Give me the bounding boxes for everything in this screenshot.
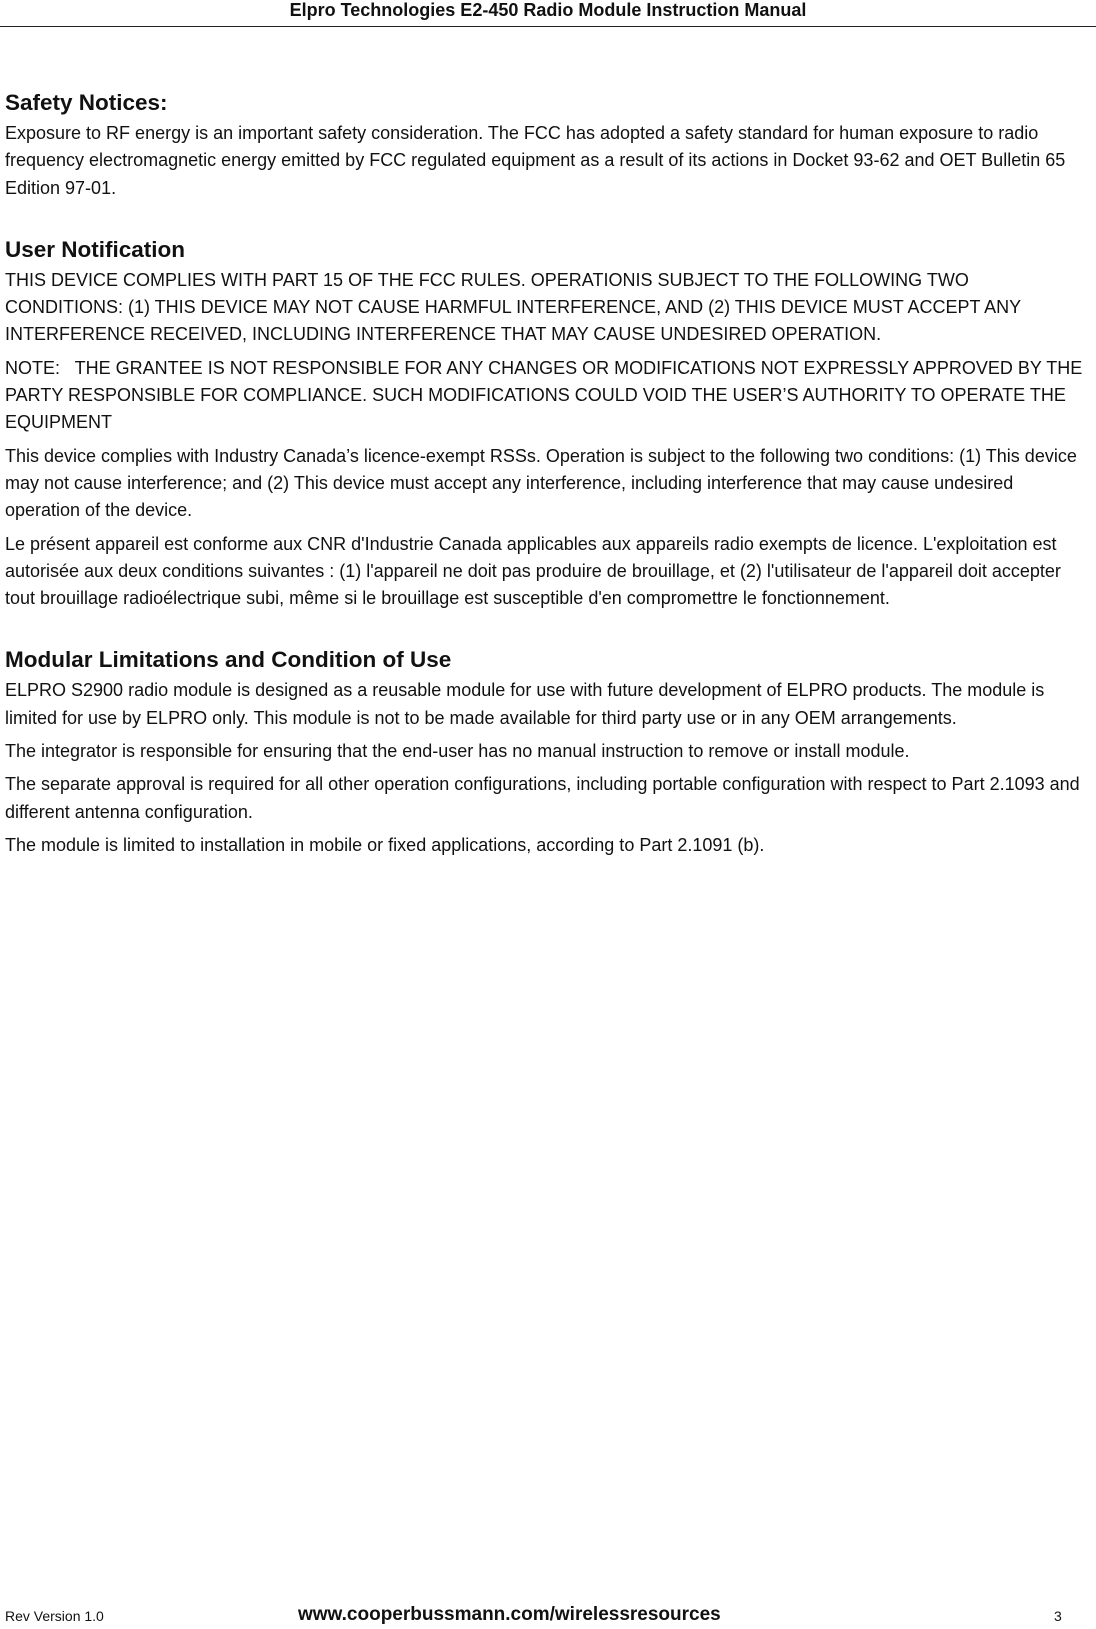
modular-paragraph-1: ELPRO S2900 radio module is designed as a reusable module for use with future development of ELPRO products. The module is limited for use by ELPRO only. This module is not to be made available for third party use or in any OEM arrangements. <box>5 680 1045 728</box>
modular-paragraph-3: The separate approval is required for all other operation configurations, including portable configuration with respect to Part 2.1093 and different antenna configuration. <box>5 774 1080 822</box>
document-body <box>5 88 1091 859</box>
footer-website-link[interactable]: www.cooperbussmann.com/wirelessresources <box>298 1604 721 1625</box>
safety-paragraph: Exposure to RF energy is an important safety consideration. The FCC has adopted a safety standard for human exposure to radio frequency electromagnetic energy emitted by FCC regulated equipment as a result of its actions in Docket 93-62 and OET Bulletin 65 Edition 97-01. <box>5 123 1066 198</box>
page-header <box>0 0 1096 27</box>
modular-paragraph-4: The module is limited to installation in mobile or fixed applications, according to Part 2.1091 (b). <box>5 834 765 855</box>
safety-heading: Safety Notices: <box>5 90 168 115</box>
fcc-statement-paragraph: THIS DEVICE COMPLIES WITH PART 15 OF THE FCC RULES. OPERATIONIS SUBJECT TO THE FOLLOWING TWO CONDITIONS: (1) THIS DEVICE MAY NOT CAUSE HARMFUL INTERFERENCE, AND (2) THIS DEVICE MUST ACCEPT ANY INTERFERENCE RECEIVED, INCLUDING INTERFERENCE THAT MAY CAUSE UNDESIRED OPERATION. <box>5 269 1021 345</box>
industry-canada-en-paragraph: This device complies with Industry Canada’s licence-exempt RSSs. Operation is subject to the following two conditions: (1) This device may not cause interference; and (2) This device must accept any interference, including interference that may cause undesired operation of the device. <box>5 445 1077 521</box>
grantee-note-paragraph: NOTE: THE GRANTEE IS NOT RESPONSIBLE FOR ANY CHANGES OR MODIFICATIONS NOT EXPRESSLY APPROVED BY THE PARTY RESPONSIBLE FOR COMPLIANCE. SUCH MODIFICATIONS COULD VOID THE USER’S AUTHORITY TO OPERATE THE EQUIPMENT <box>5 357 1088 433</box>
revision-label: Rev Version 1.0 <box>5 1608 104 1624</box>
document-title: Elpro Technologies E2-450 Radio Module Instruction Manual <box>289 0 807 20</box>
page-number: 3 <box>1054 1608 1062 1624</box>
user-notification-heading: User Notification <box>5 236 186 262</box>
page-footer <box>0 1604 1096 1626</box>
modular-limitations-heading: Modular Limitations and Condition of Use <box>5 647 452 673</box>
modular-paragraph-2: The integrator is responsible for ensuring that the end-user has no manual instruction to remove or install module. <box>5 741 910 762</box>
industry-canada-fr-paragraph: Le présent appareil est conforme aux CNR d'Industrie Canada applicables aux appareils radio exempts de licence. L'exploitation est autorisée aux deux conditions suivantes : (1) l'appareil ne doit pas produire de brouillage, et (2) l'utilisateur de l'appareil doit accepter tout brouillage radioélectrique subi, même si le brouillage est susceptible d'en compromettre le fonctionnement. <box>5 533 1061 609</box>
